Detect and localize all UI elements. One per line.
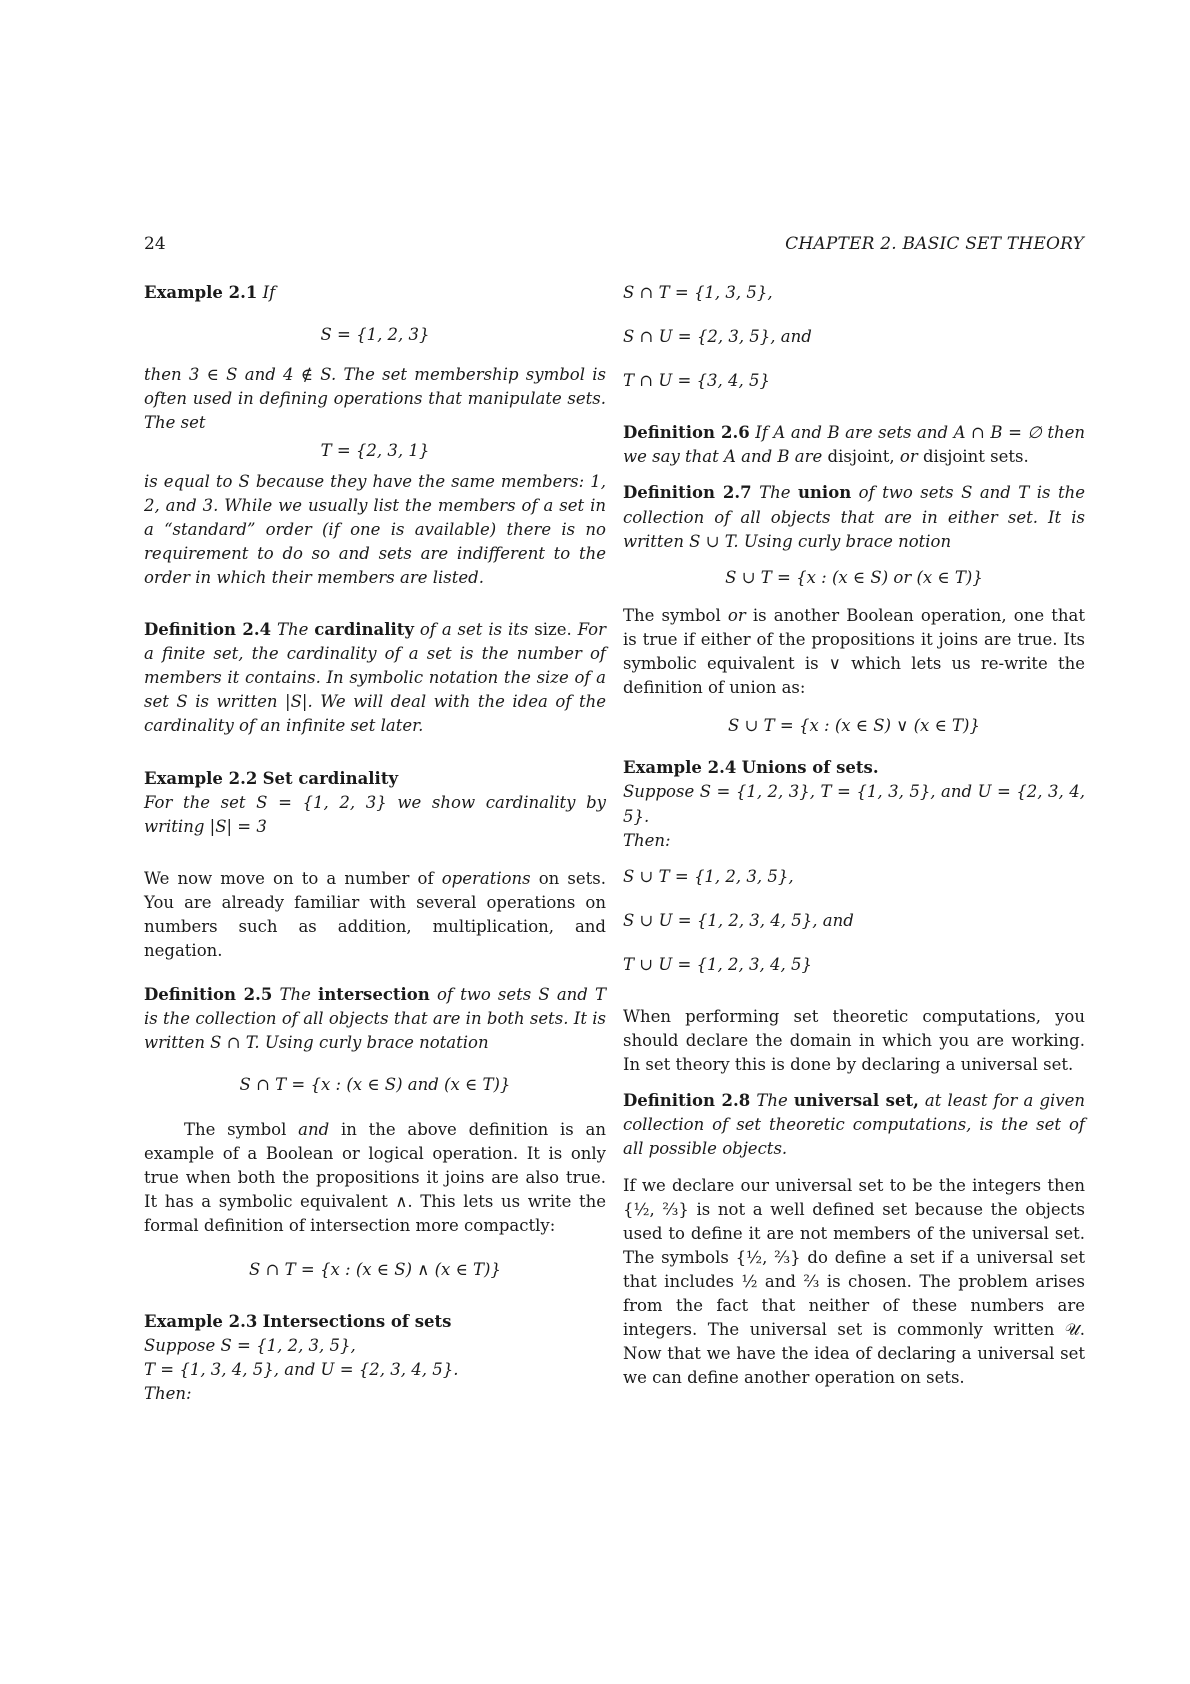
left-column (144, 281, 606, 1406)
equation: S ∩ T = {1, 3, 5}, (623, 283, 773, 302)
right-column (623, 281, 1085, 1390)
definition-label: Definition 2.5 (144, 985, 273, 1005)
example-text: Suppose S = {1, 2, 3, 5}, (144, 1336, 356, 1356)
definition-2-4: Definition 2.4 The cardinality of a set is its size. For a finite set, the cardinality of a set is the number of members it contains. In symbolic notation the size of a set S is written |S|. We will deal with the idea of the cardinality of an infinite set later. (144, 620, 606, 736)
definition-label: Definition 2.8 (623, 1091, 751, 1111)
example-2-2-heading (144, 767, 606, 791)
equation: T = {2, 3, 1} (320, 441, 430, 461)
definition-2-6: Definition 2.6 If A and B are sets and A ∩ B = ∅ then we say that A and B are disjoint, or disjoint sets. (623, 423, 1085, 467)
example-2-3-heading (144, 1310, 606, 1334)
definition-2-5: Definition 2.5 The intersection of two sets S and T is the collection of all objects that are in both sets. It is written S ∩ T. Using curly brace notation (144, 985, 606, 1053)
example-title: Unions of sets. (741, 758, 879, 778)
equation: S ∪ U = {1, 2, 3, 4, 5}, and (623, 910, 854, 930)
example-text: is equal to S because they have the same members: 1, 2, and 3. While we usually list the members of a set in a “standard” order (if one is available) there is no requirement to do so and sets are indifferent to the order in which their members are listed. (144, 471, 606, 587)
defined-term: cardinality (314, 620, 414, 640)
defined-term: intersection (317, 985, 430, 1005)
example-label: Example 2.2 (144, 768, 258, 788)
defined-term: disjoint, (827, 447, 895, 467)
equation: S ∪ T = {x : (x ∈ S) ∨ (x ∈ T)} (728, 716, 980, 736)
example-2-4-heading (623, 756, 1085, 780)
example-2-1-heading (144, 281, 606, 305)
body-paragraph: The symbol and in the above definition is an example of a Boolean or logical operation. It is only true when both the propositions it joins are also true. It has a symbolic equivalent ∧. This lets us write the formal definition of intersection more compactly: (144, 1119, 606, 1235)
body-paragraph: We now move on to a number of operations on sets. You are already familiar with several operations on numbers such as addition, multiplication, and negation. (144, 868, 606, 961)
definition-label: Definition 2.4 (144, 620, 272, 640)
body-paragraph: The symbol or is another Boolean operation, one that is true if either of the propositions it joins are true. Its symbolic equivalent is ∨ which lets us re-write the definition of union as: (623, 605, 1085, 698)
equation: S ∩ T = {x : (x ∈ S) and (x ∈ T)} (239, 1075, 511, 1095)
definition-label: Definition 2.7 (623, 483, 752, 503)
example-text: Suppose S = {1, 2, 3}, T = {1, 3, 5}, and U = {2, 3, 4, 5}. (623, 782, 1085, 826)
equation: T ∩ U = {3, 4, 5} (623, 371, 771, 391)
running-header: CHAPTER 2. BASIC SET THEORY (785, 234, 1084, 254)
definition-2-8: Definition 2.8 The universal set, at least for a given collection of set theoretic computations, is the set of all possible objects. (623, 1091, 1085, 1159)
definition-2-7: Definition 2.7 The union of two sets S and T is the collection of all objects that are in either set. It is written S ∪ T. Using curly brace notion (623, 483, 1085, 551)
example-text: then 3 ∈ S and 4 ∉ S. The set membership symbol is often used in defining operations that manipulate sets. The set (144, 365, 606, 433)
definition-label: Definition 2.6 (623, 423, 750, 443)
example-text: T = {1, 3, 4, 5}, and U = {2, 3, 4, 5}. (144, 1360, 459, 1380)
equation: S ∪ T = {1, 2, 3, 5}, (623, 866, 794, 886)
example-label: Example 2.3 (144, 1312, 258, 1332)
example-title: Intersections of sets (262, 1312, 452, 1332)
equation: S ∩ U = {2, 3, 5}, and (623, 327, 812, 347)
equation: S = {1, 2, 3} (320, 325, 430, 345)
defined-term: disjoint sets. (922, 447, 1029, 467)
page-number: 24 (144, 234, 166, 254)
body-paragraph: If we declare our universal set to be the integers then {½, ⅔} is not a well defined set because the objects used to define it are not members of the universal set. The symbols {½, ⅔} do define a set if a universal set that includes ½ and ⅔ is chosen. The problem arises from the fact that neither of these numbers are integers. The universal set is commonly written 𝒰. Now that we have the idea of declaring a universal set we can define another operation on sets. (623, 1175, 1085, 1388)
equation: S ∩ T = {x : (x ∈ S) ∧ (x ∈ T)} (249, 1260, 501, 1279)
body-paragraph: When performing set theoretic computations, you should declare the domain in which you are working. In set theory this is done by declaring a universal set. (623, 1006, 1085, 1075)
example-text: For the set S = {1, 2, 3} we show cardinality by writing |S| = 3 (144, 792, 606, 836)
example-title: Set cardinality (262, 768, 399, 788)
equation: S ∪ T = {x : (x ∈ S) or (x ∈ T)} (725, 567, 983, 587)
defined-term: union (797, 483, 852, 503)
example-label: Example 2.1 (144, 283, 258, 302)
example-text: Then: (144, 1384, 192, 1404)
example-text: Then: (623, 830, 671, 850)
example-text: If (262, 283, 276, 302)
example-label: Example 2.4 (623, 758, 737, 778)
defined-term: universal set, (793, 1091, 919, 1111)
equation: T ∪ U = {1, 2, 3, 4, 5} (623, 954, 812, 974)
